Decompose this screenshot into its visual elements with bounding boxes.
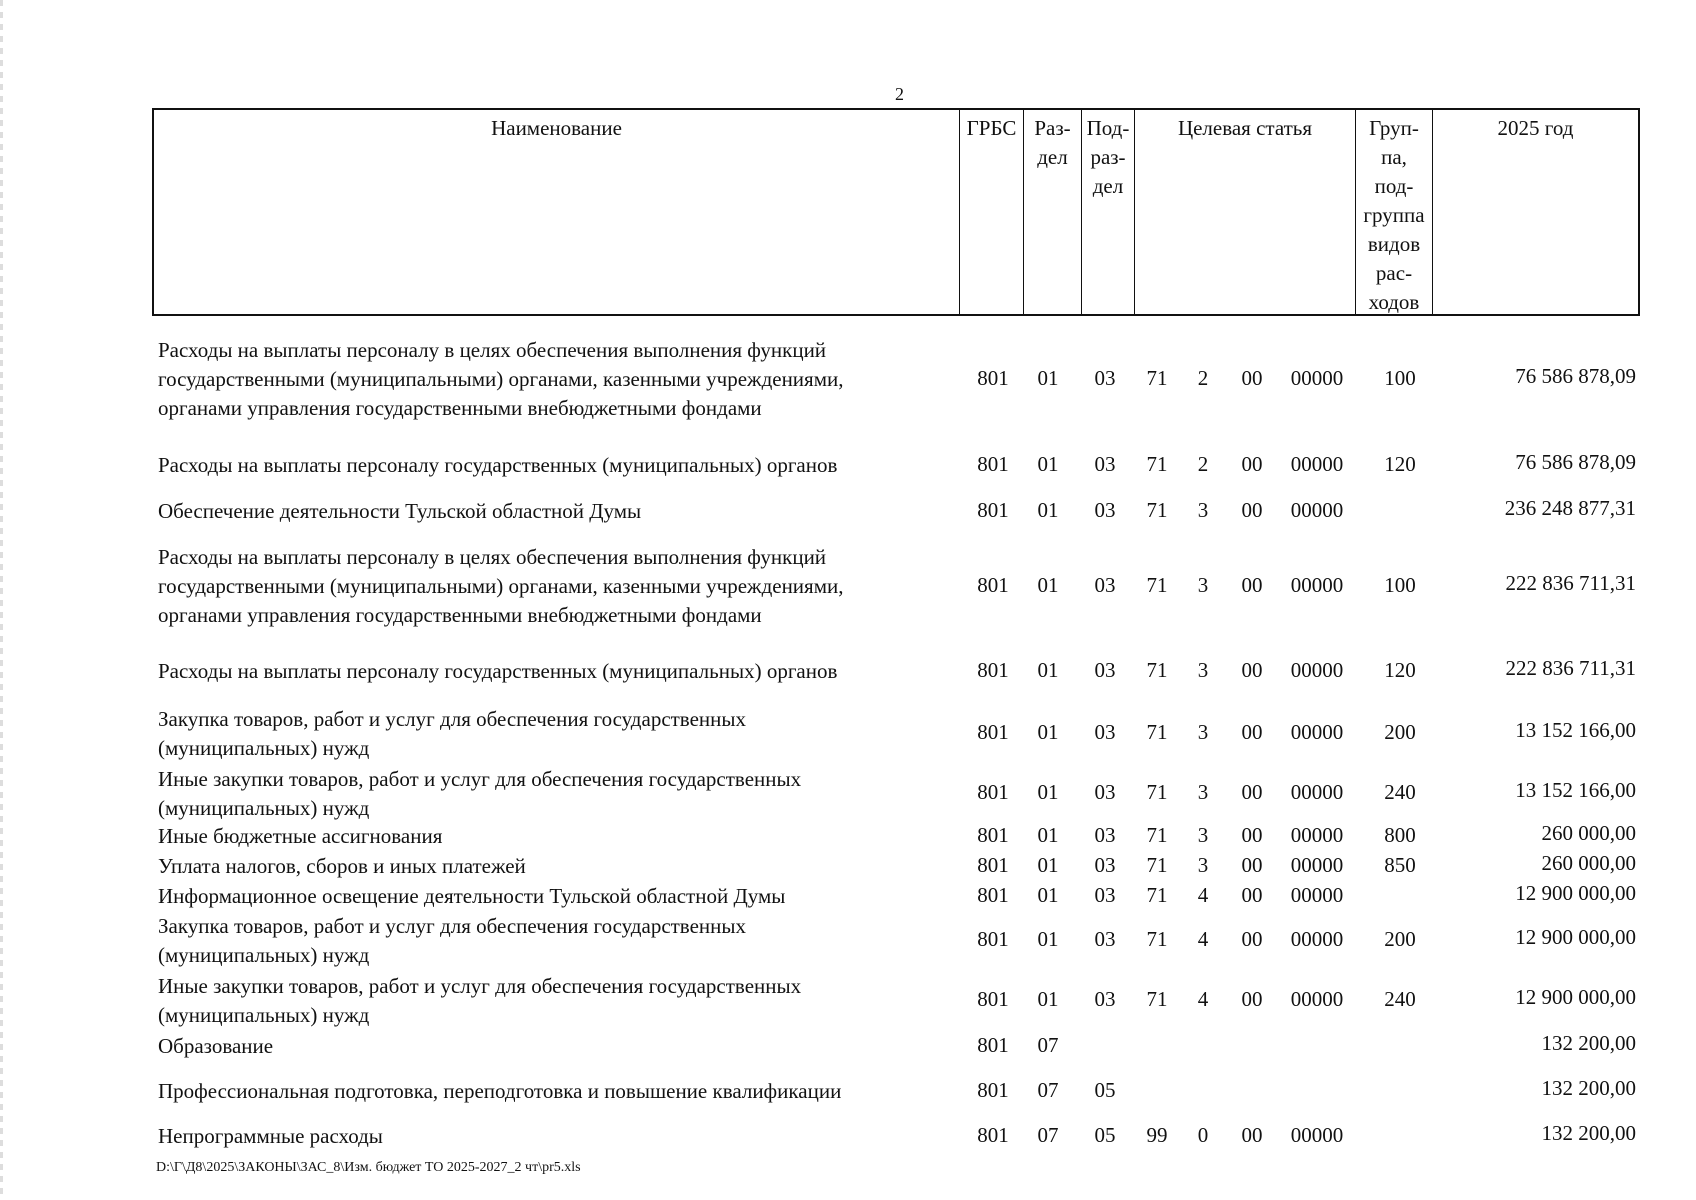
row-amount: 132 200,00 (1541, 1030, 1636, 1055)
row-c1: 71 (1146, 572, 1168, 597)
row-pr: 03 (1094, 572, 1116, 597)
row-pr: 03 (1094, 657, 1116, 682)
row-c1: 71 (1146, 657, 1168, 682)
row-amount: 236 248 877,31 (1504, 495, 1636, 520)
row-name-line: государственными (муниципальными) органами, казенными учреждениями, (158, 367, 844, 391)
row-c1: 71 (1146, 822, 1168, 847)
row-name-line: Обеспечение деятельности Тульской областной Думы (158, 499, 642, 523)
row-name-line: Непрограммные расходы (158, 1124, 383, 1148)
row-c1: 71 (1146, 882, 1168, 907)
row-grbs: 801 (977, 1122, 1009, 1147)
row-c4: 00000 (1290, 572, 1344, 597)
row-rz: 01 (1037, 720, 1059, 744)
row-amount: 12 900 000,00 (1515, 925, 1636, 949)
row-c2: 2 (1197, 451, 1209, 476)
row-rz: 07 (1037, 1122, 1059, 1147)
row-grbs: 801 (977, 1077, 1009, 1102)
header-year-text: 2025 год (1497, 116, 1574, 140)
row-name-line: Уплата налогов, сборов и иных платежей (158, 854, 526, 878)
row-amount: 76 586 878,09 (1515, 363, 1636, 388)
row-name-line: Закупка товаров, работ и услуг для обеспечения государственных (158, 707, 747, 731)
row-c3: 00 (1241, 927, 1263, 951)
row-c4: 00000 (1290, 657, 1344, 682)
header-podrazdel-line: Под- (1086, 116, 1130, 140)
row-name (158, 336, 948, 423)
row-c4: 00000 (1290, 882, 1344, 907)
row-name-line: Иные закупки товаров, работ и услуг для обеспечения государственных (158, 767, 802, 791)
row-grbs: 801 (977, 657, 1009, 682)
row-vr: 120 (1384, 657, 1416, 682)
row-amount: 12 900 000,00 (1515, 985, 1636, 1009)
row-pr: 03 (1094, 927, 1116, 951)
row-c2: 4 (1197, 987, 1209, 1011)
header-group (1356, 110, 1433, 314)
header-group-line: видов (1367, 232, 1421, 256)
row-name (158, 657, 948, 686)
row-name-line: Расходы на выплаты персоналу государственных (муниципальных) органов (158, 453, 838, 477)
row-grbs: 801 (977, 882, 1009, 907)
row-name-line: (муниципальных) нужд (158, 796, 370, 820)
header-podrazdel-line: дел (1092, 174, 1124, 198)
row-c2: 3 (1197, 852, 1209, 877)
row-c1: 99 (1146, 1122, 1168, 1147)
row-c3: 00 (1241, 657, 1263, 682)
row-amount: 222 836 711,31 (1505, 655, 1636, 680)
row-grbs: 801 (977, 927, 1009, 951)
row-c4: 00000 (1290, 927, 1344, 951)
header-razdel-line: Раз- (1034, 116, 1071, 140)
row-amount: 76 586 878,09 (1515, 449, 1636, 474)
row-c1: 71 (1146, 497, 1168, 522)
header-name (154, 110, 960, 314)
row-pr: 03 (1094, 822, 1116, 847)
row-c1: 71 (1146, 927, 1168, 951)
row-name-line: (муниципальных) нужд (158, 943, 370, 967)
row-vr: 120 (1384, 451, 1416, 476)
row-c3: 00 (1241, 365, 1263, 390)
row-amount: 12 900 000,00 (1515, 880, 1636, 905)
row-amount: 260 000,00 (1541, 820, 1636, 845)
header-target-article-text: Целевая статья (1177, 116, 1313, 140)
row-rz: 01 (1037, 451, 1059, 476)
header-group-line: группа (1363, 203, 1425, 227)
scan-edge (0, 0, 3, 1200)
row-amount: 13 152 166,00 (1515, 718, 1636, 742)
row-c1: 71 (1146, 780, 1168, 804)
header-podrazdel (1082, 110, 1135, 314)
row-pr: 03 (1094, 852, 1116, 877)
row-pr: 03 (1094, 451, 1116, 476)
row-c4: 00000 (1290, 1122, 1344, 1147)
row-name (158, 852, 948, 881)
row-pr: 03 (1094, 497, 1116, 522)
row-c3: 00 (1241, 780, 1263, 804)
row-name-line: Информационное освещение деятельности Тульской областной Думы (158, 884, 786, 908)
row-rz: 01 (1037, 497, 1059, 522)
row-c2: 3 (1197, 780, 1209, 804)
row-c1: 71 (1146, 451, 1168, 476)
row-rz: 01 (1037, 780, 1059, 804)
row-c3: 00 (1241, 822, 1263, 847)
row-c2: 4 (1197, 882, 1209, 907)
row-name-line: государственными (муниципальными) органами, казенными учреждениями, (158, 574, 844, 598)
row-grbs: 801 (977, 780, 1009, 804)
row-name-line: органами управления государственными внебюджетными фондами (158, 396, 762, 420)
row-c3: 00 (1241, 720, 1263, 744)
row-rz: 01 (1037, 927, 1059, 951)
row-c1: 71 (1146, 365, 1168, 390)
row-c1: 71 (1146, 852, 1168, 877)
row-name (158, 1077, 948, 1106)
row-rz: 01 (1037, 572, 1059, 597)
row-amount: 13 152 166,00 (1515, 778, 1636, 802)
row-c3: 00 (1241, 852, 1263, 877)
table-header (152, 108, 1640, 316)
header-group-line: па, (1381, 145, 1407, 169)
row-vr: 240 (1384, 780, 1416, 804)
row-name-line: (муниципальных) нужд (158, 1003, 370, 1027)
row-name (158, 705, 948, 763)
row-c2: 4 (1197, 927, 1209, 951)
header-group-line: рас- (1375, 261, 1413, 285)
header-year (1433, 110, 1638, 314)
row-name (158, 972, 948, 1030)
row-grbs: 801 (977, 1032, 1009, 1057)
row-c3: 00 (1241, 497, 1263, 522)
row-vr: 100 (1384, 365, 1416, 390)
row-name (158, 1032, 948, 1061)
row-c2: 0 (1197, 1122, 1209, 1147)
row-vr: 240 (1384, 987, 1416, 1011)
row-name-line: Образование (158, 1034, 274, 1058)
header-razdel (1024, 110, 1082, 314)
row-c2: 3 (1197, 497, 1209, 522)
row-pr: 05 (1094, 1122, 1116, 1147)
row-pr: 03 (1094, 882, 1116, 907)
row-c4: 00000 (1290, 852, 1344, 877)
row-pr: 05 (1094, 1077, 1116, 1102)
row-c4: 00000 (1290, 780, 1344, 804)
row-grbs: 801 (977, 572, 1009, 597)
row-c4: 00000 (1290, 720, 1344, 744)
header-name-text: Наименование (491, 116, 622, 140)
row-name-line: Расходы на выплаты персоналу в целях обеспечения выполнения функций (158, 338, 827, 362)
row-rz: 01 (1037, 882, 1059, 907)
row-grbs: 801 (977, 451, 1009, 476)
row-name (158, 882, 948, 911)
row-c3: 00 (1241, 987, 1263, 1011)
row-c4: 00000 (1290, 822, 1344, 847)
row-name-line: Профессиональная подготовка, переподготовка и повышение квалификации (158, 1079, 842, 1103)
header-grbs (960, 110, 1024, 314)
row-name (158, 451, 948, 480)
row-pr: 03 (1094, 780, 1116, 804)
header-grbs-text: ГРБС (966, 116, 1017, 140)
row-name-line: Иные закупки товаров, работ и услуг для обеспечения государственных (158, 974, 802, 998)
row-name (158, 822, 948, 851)
row-c3: 00 (1241, 882, 1263, 907)
row-c4: 00000 (1290, 497, 1344, 522)
row-name (158, 912, 948, 970)
row-pr: 03 (1094, 720, 1116, 744)
row-rz: 07 (1037, 1077, 1059, 1102)
row-grbs: 801 (977, 987, 1009, 1011)
row-name-line: Закупка товаров, работ и услуг для обеспечения государственных (158, 914, 747, 938)
row-vr: 800 (1384, 822, 1416, 847)
row-c1: 71 (1146, 987, 1168, 1011)
header-group-line: Груп- (1369, 116, 1419, 140)
row-amount: 132 200,00 (1541, 1075, 1636, 1100)
row-grbs: 801 (977, 497, 1009, 522)
row-name-line: органами управления государственными внебюджетными фондами (158, 603, 762, 627)
row-name-line: Расходы на выплаты персоналу государственных (муниципальных) органов (158, 659, 838, 683)
row-rz: 01 (1037, 822, 1059, 847)
row-c2: 3 (1197, 720, 1209, 744)
row-name (158, 765, 948, 823)
row-grbs: 801 (977, 822, 1009, 847)
row-c1: 71 (1146, 720, 1168, 744)
header-group-line: под- (1374, 174, 1414, 198)
row-vr: 850 (1384, 852, 1416, 877)
row-vr: 200 (1384, 720, 1416, 744)
row-amount: 222 836 711,31 (1505, 570, 1636, 595)
header-razdel-line: дел (1037, 145, 1068, 169)
row-name (158, 543, 948, 630)
row-c4: 00000 (1290, 365, 1344, 390)
row-vr: 100 (1384, 572, 1416, 597)
row-name-line: (муниципальных) нужд (158, 736, 370, 760)
row-amount: 132 200,00 (1541, 1120, 1636, 1145)
row-c4: 00000 (1290, 451, 1344, 476)
row-c4: 00000 (1290, 987, 1344, 1011)
row-c3: 00 (1241, 572, 1263, 597)
row-amount: 260 000,00 (1541, 850, 1636, 875)
row-grbs: 801 (977, 720, 1009, 744)
row-pr: 03 (1094, 987, 1116, 1011)
row-name (158, 497, 948, 526)
row-vr: 200 (1384, 927, 1416, 951)
row-c2: 3 (1197, 822, 1209, 847)
row-name-line: Иные бюджетные ассигнования (158, 824, 443, 848)
row-rz: 01 (1037, 987, 1059, 1011)
row-name (158, 1122, 948, 1151)
row-rz: 01 (1037, 657, 1059, 682)
header-target-article (1135, 110, 1356, 314)
row-grbs: 801 (977, 365, 1009, 390)
page-number: 2 (895, 84, 904, 104)
row-rz: 07 (1037, 1032, 1059, 1057)
footer-file-path: D:\Г\Д8\2025\ЗАКОНЫ\ЗАС_8\Изм. бюджет ТО 2025-2027_2 чт\pr5.xls (156, 1160, 581, 1175)
row-rz: 01 (1037, 852, 1059, 877)
row-name-line: Расходы на выплаты персоналу в целях обеспечения выполнения функций (158, 545, 827, 569)
header-podrazdel-line: раз- (1090, 145, 1126, 169)
row-c3: 00 (1241, 451, 1263, 476)
row-pr: 03 (1094, 365, 1116, 390)
row-rz: 01 (1037, 365, 1059, 390)
row-c3: 00 (1241, 1122, 1263, 1147)
row-c2: 3 (1197, 657, 1209, 682)
header-group-line: ходов (1368, 290, 1420, 314)
row-c2: 2 (1197, 365, 1209, 390)
row-c2: 3 (1197, 572, 1209, 597)
row-grbs: 801 (977, 852, 1009, 877)
